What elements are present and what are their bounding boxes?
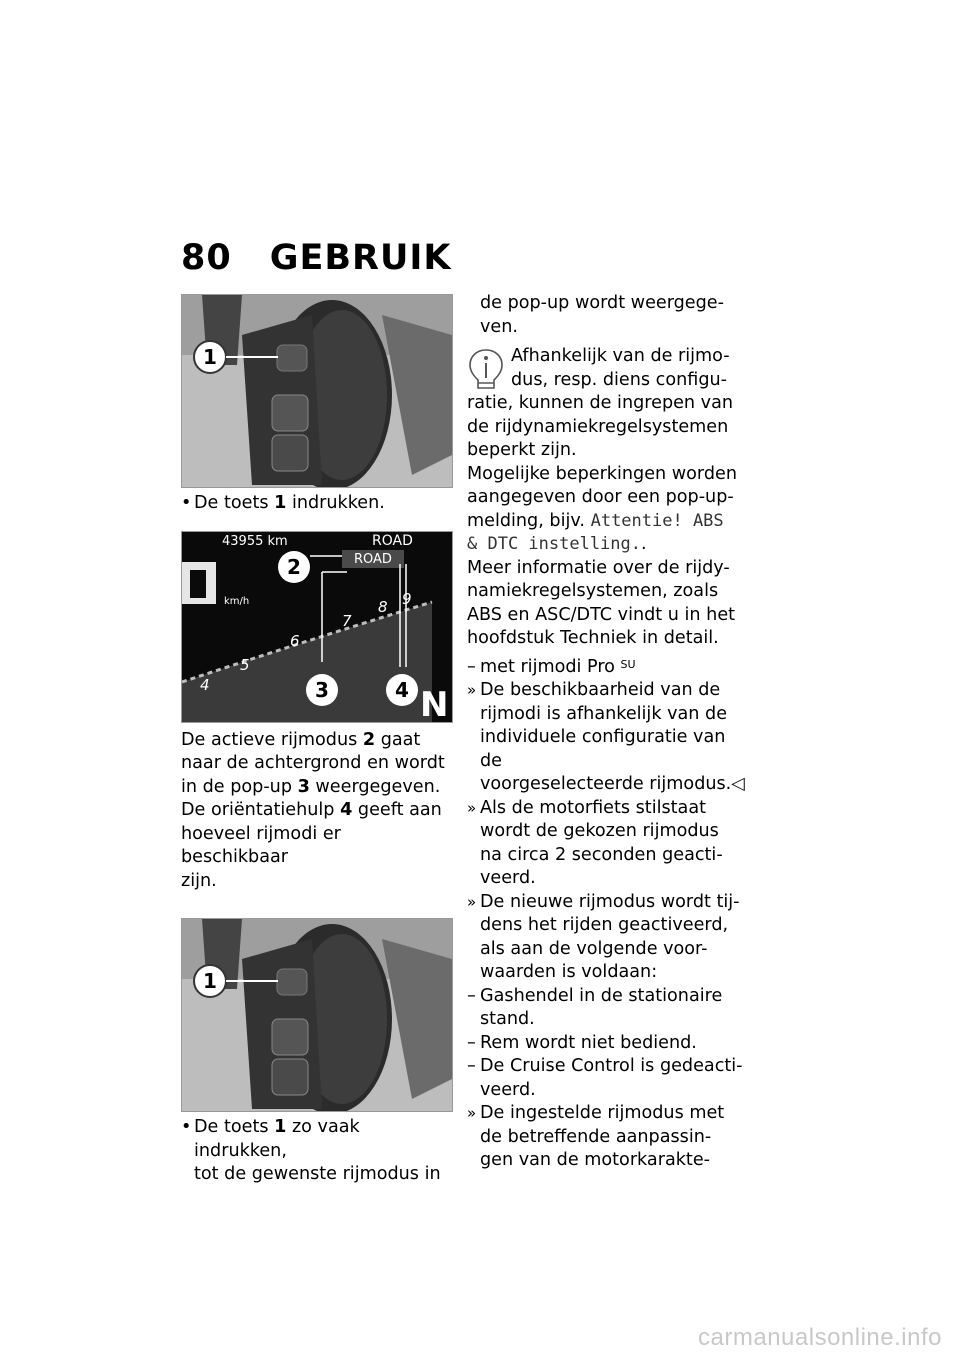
- step-2: • De toets 1 zo vaak indrukken, tot de gewenste rijmodus in: [181, 1116, 453, 1187]
- mode-popup: ROAD: [354, 551, 392, 567]
- handlebar-photo-2: [181, 918, 453, 1112]
- desc-line: De actieve rijmodus 2 gaat: [181, 729, 421, 750]
- condition-line: – met rijmodi Pro $^{SU}$: [467, 656, 636, 677]
- callout-2: 2: [287, 554, 301, 579]
- desc-line: zijn.: [181, 870, 217, 891]
- behaviour-list: [467, 679, 745, 1173]
- list-item: » De nieuwe rijmodus wordt tij- dens het rijden geactiveerd, als aan de volgende voor- waarden is voldaan:: [467, 891, 740, 982]
- popup-note-line: aangegeven door een pop-up-: [467, 487, 734, 507]
- list-item: – De Cruise Control is gedeacti- veerd.: [467, 1056, 743, 1100]
- popup-note-line: & DTC instelling..: [467, 534, 647, 554]
- dashboard-photo: [181, 531, 453, 723]
- scale-label: 9: [402, 589, 412, 608]
- mode-top: ROAD: [372, 532, 413, 549]
- desc-line: naar de achtergrond en wordt: [181, 753, 445, 773]
- popup-note-line: Mogelijke beperkingen worden: [467, 463, 737, 484]
- step-1: • De toets 1 indrukken.: [181, 492, 453, 516]
- more-info-line: Meer informatie over de rijdy-: [467, 557, 730, 578]
- handlebar-illustration: [182, 919, 452, 1111]
- list-item: » De beschikbaarheid van de rijmodi is afhankelijk van de individuele configuratie van de voorgeselecteerde rijmodus.◁: [467, 680, 745, 794]
- gear-indicator: N: [420, 684, 449, 722]
- scale-label: 6: [290, 631, 300, 650]
- list-item: » De ingestelde rijmodus met de betreffende aanpassin- gen van de motorkarakte-: [467, 1103, 725, 1170]
- handlebar-illustration: [182, 295, 452, 487]
- scale-label: 4: [200, 675, 210, 694]
- page-number: 80: [181, 238, 232, 278]
- scale-label: 8: [378, 597, 388, 616]
- info-line: dus, resp. diens configu-: [511, 369, 727, 390]
- desc-line: in de pop-up 3 weergegeven.: [181, 776, 441, 797]
- odometer: 43955 km: [222, 533, 288, 549]
- step-2-continuation: de pop-up wordt weergege- ven.: [480, 293, 724, 337]
- speed-unit: km/h: [224, 595, 250, 607]
- callout-4: 4: [395, 677, 409, 702]
- more-info-line: namiekregelsystemen, zoals: [467, 581, 719, 601]
- callout-1: 1: [203, 969, 217, 993]
- more-info-line: hoofdstuk Techniek in detail.: [467, 628, 719, 648]
- display-description: [181, 729, 453, 894]
- watermark: carmanualsonline.info: [698, 1324, 942, 1351]
- desc-line: hoeveel rijmodi er beschikbaar: [181, 823, 341, 867]
- info-note: [467, 345, 745, 463]
- info-line: de rijdynamiekregelsystemen: [467, 416, 729, 437]
- handlebar-photo-1: [181, 294, 453, 488]
- left-column: [181, 294, 453, 1187]
- list-item: » Als de motorfiets stilstaat wordt de gekozen rijmodus na circa 2 seconden geacti- veerd.: [467, 797, 723, 888]
- right-column: [467, 292, 745, 1173]
- callout-1: 1: [203, 345, 217, 369]
- scale-label: 5: [240, 655, 250, 674]
- desc-line: De oriëntatiehulp 4 geeft aan: [181, 800, 442, 820]
- info-icon: [467, 347, 505, 391]
- info-line: Afhankelijk van de rijmo-: [511, 346, 730, 366]
- info-line: ratie, kunnen de ingrepen van: [467, 393, 734, 413]
- list-item: – Rem wordt niet bediend.: [467, 1032, 697, 1053]
- more-info-line: ABS en ASC/DTC vindt u in het: [467, 604, 736, 625]
- page-title: GEBRUIK: [269, 238, 452, 278]
- list-item: – Gashendel in de stationaire stand.: [467, 985, 723, 1029]
- tft-display-illustration: [182, 532, 452, 722]
- page-header: [181, 238, 452, 278]
- popup-note-line: melding, bijv. Attentie! ABS: [467, 510, 724, 531]
- scale-label: 7: [342, 611, 352, 630]
- callout-3: 3: [315, 677, 329, 702]
- info-line: beperkt zijn.: [467, 440, 577, 460]
